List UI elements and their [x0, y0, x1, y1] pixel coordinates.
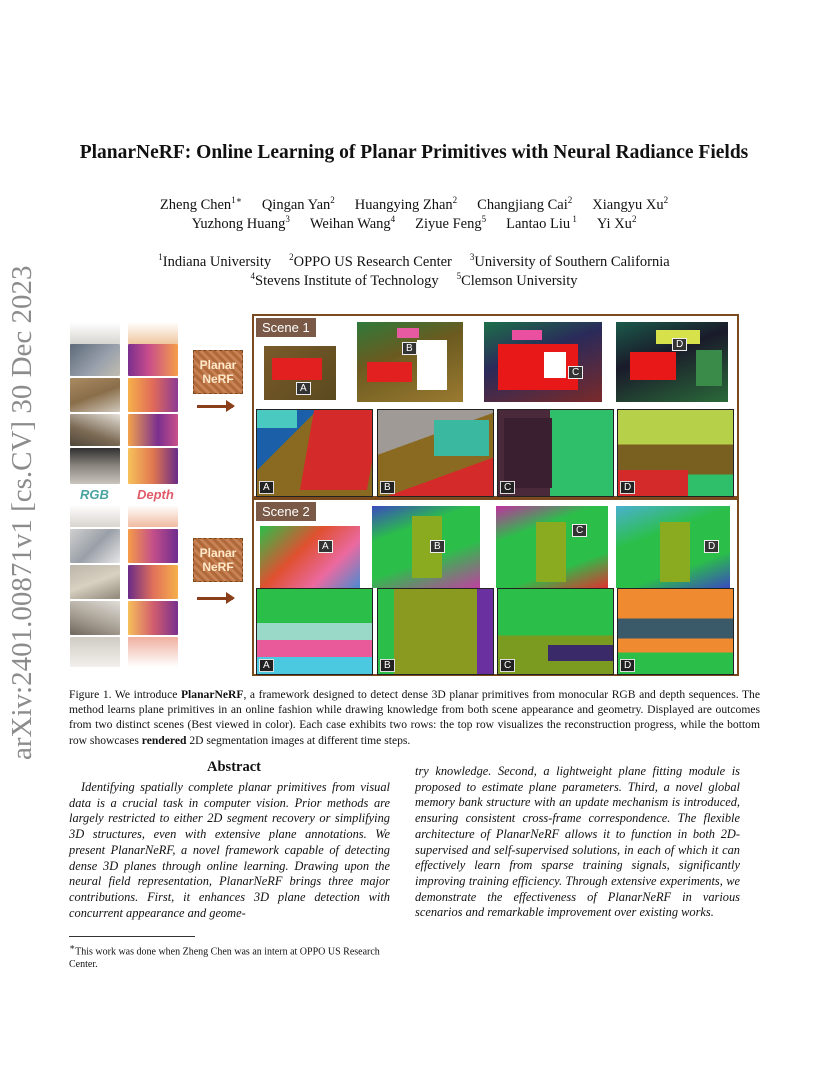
author-3: Lantao Liu $^1$ — [506, 214, 577, 232]
tag-a: A — [296, 382, 311, 395]
scene-2-label: Scene 2 — [256, 502, 316, 521]
caption-bold-planarnerf: PlanarNeRF — [180, 688, 244, 701]
tag-d: D — [672, 338, 687, 351]
planarnerf-badge-1 — [193, 350, 243, 394]
scene2-recon-2 — [372, 506, 480, 588]
caption-tail: 2D segmentation images at different time steps. — [186, 733, 411, 747]
tag-c: C — [568, 366, 583, 379]
scene-2-panel — [252, 498, 739, 676]
footnote-mark: ∗ — [69, 942, 76, 952]
author-1: Weihan Wang$^4$ — [309, 214, 396, 232]
footnote-text: This work was done when Zheng Chen was an intern at OPPO US Research Center. — [69, 946, 380, 971]
author-3: Changjiang Cai$^2$ — [477, 195, 573, 213]
tag-b: B — [430, 540, 445, 553]
seg-tag-a: A — [259, 659, 274, 672]
badge-text-bottom: NeRF — [202, 372, 234, 386]
badge-text-top: Planar — [199, 358, 237, 372]
scene2-recon-1 — [260, 526, 360, 588]
figure-caption — [69, 687, 760, 748]
caption-lead: Figure 1. We introduce — [69, 688, 181, 701]
author-2: Ziyue Feng$^5$ — [415, 214, 487, 232]
abstract-right-column: try knowledge. Second, a lightweight plane fitting module is proposed to estimate plane parameters. Third, a novel global memory bank structure with an update mechanism is introduced, ensuring consistent cross-frame correspondence. The flexible architecture of PlanarNeRF allows it to function in both 2D-supervised and self-supervised solutions, in each of which it can effectively learn from sparse training signals, significantly improving training efficiency. Through extensive experiments, we demonstrate the effectiveness of PlanarNeRF in various scenarios and remarkable improvement over existing works. — [415, 764, 740, 920]
scene1-recon-2 — [357, 322, 463, 402]
scene1-seg-a — [256, 409, 373, 497]
depth-label: Depth — [137, 487, 174, 502]
scene2-recon-3 — [496, 506, 608, 588]
seg-tag-d: D — [620, 659, 635, 672]
scene1-seg-b — [377, 409, 494, 497]
tag-b: B — [402, 342, 417, 355]
author-4: Yi Xu$^2$ — [596, 214, 637, 232]
scene1-recon-4 — [616, 322, 728, 402]
author-2: Huangying Zhan$^2$ — [354, 195, 458, 213]
scene2-seg-c — [497, 588, 614, 675]
scene2-seg-a — [256, 588, 373, 675]
seg-tag-b: B — [380, 481, 395, 494]
footnote-rule — [69, 936, 195, 937]
tag-d: D — [704, 540, 719, 553]
author-0: Yuzhong Huang$^3$ — [191, 214, 290, 232]
author-4: Xiangyu Xu$^2$ — [592, 195, 669, 213]
scene-1-panel — [252, 314, 739, 498]
affiliation-1: $^5$Clemson University — [456, 271, 578, 289]
seg-tag-d: D — [620, 481, 635, 494]
arrow-right-icon — [197, 405, 233, 408]
seg-tag-c: C — [500, 659, 515, 672]
planarnerf-badge-2 — [193, 538, 243, 582]
affiliation-2: $^3$University of Southern California — [469, 252, 670, 270]
scene-1-label: Scene 1 — [256, 318, 316, 337]
seg-tag-c: C — [500, 481, 515, 494]
affiliation-1: $^2$OPPO US Research Center — [289, 252, 452, 270]
arxiv-stamp: arXiv:2401.00871v1 [cs.CV] 30 Dec 2023 — [6, 265, 38, 760]
scene2-seg-d — [617, 588, 734, 675]
footnote — [69, 941, 399, 971]
tag-a: A — [318, 540, 333, 553]
abstract-left-column: Identifying spatially complete planar primitives from visual data is a crucial task in computer vision. Prior methods are largely restricted to either 2D segment recovery or simplifying 3D structures, even with extensive plane annotations. We present PlanarNeRF, a novel framework capable of detecting dense 3D planes through online learning. Drawing upon the neural field representation, PlanarNeRF brings three major contributions. First, it enhances 3D plane detection with concurrent appearance and geome- — [69, 780, 390, 920]
author-0: Zheng Chen$^{1∗}$ — [159, 195, 242, 213]
caption-bold-rendered: rendered — [141, 733, 187, 747]
seg-tag-b: B — [380, 659, 395, 672]
badge-text-bottom: NeRF — [202, 560, 234, 574]
author-1: Qingan Yan$^2$ — [261, 195, 335, 213]
scene1-seg-c — [497, 409, 614, 497]
scene2-seg-b — [377, 588, 494, 675]
caption-body: , a framework designed to detect dense 3D planar primitives from monocular RGB and depth sequences. The method learns plane primitives in an online fashion while drawing knowledge from both scene appearance and geometry. Displayed are outcomes from two distinct scenes (Best viewed in color). Each case exhibits two rows: the top row visualizes the reconstruction progress, while the bottom row showcases — [69, 688, 760, 747]
badge-text-top: Planar — [199, 546, 237, 560]
seg-tag-a: A — [259, 481, 274, 494]
paper-title: PlanarNeRF: Online Learning of Planar Primitives with Neural Radiance Fields — [79, 142, 749, 163]
scene1-seg-d — [617, 409, 734, 497]
arrow-right-icon — [197, 597, 233, 600]
affiliation-0: $^1$Indiana University — [158, 252, 272, 270]
tag-c: C — [572, 524, 587, 537]
affiliation-0: $^4$Stevens Institute of Technology — [250, 271, 439, 289]
abstract-heading: Abstract — [207, 759, 261, 775]
rgb-label: RGB — [80, 487, 109, 502]
scene1-recon-3 — [484, 322, 602, 402]
